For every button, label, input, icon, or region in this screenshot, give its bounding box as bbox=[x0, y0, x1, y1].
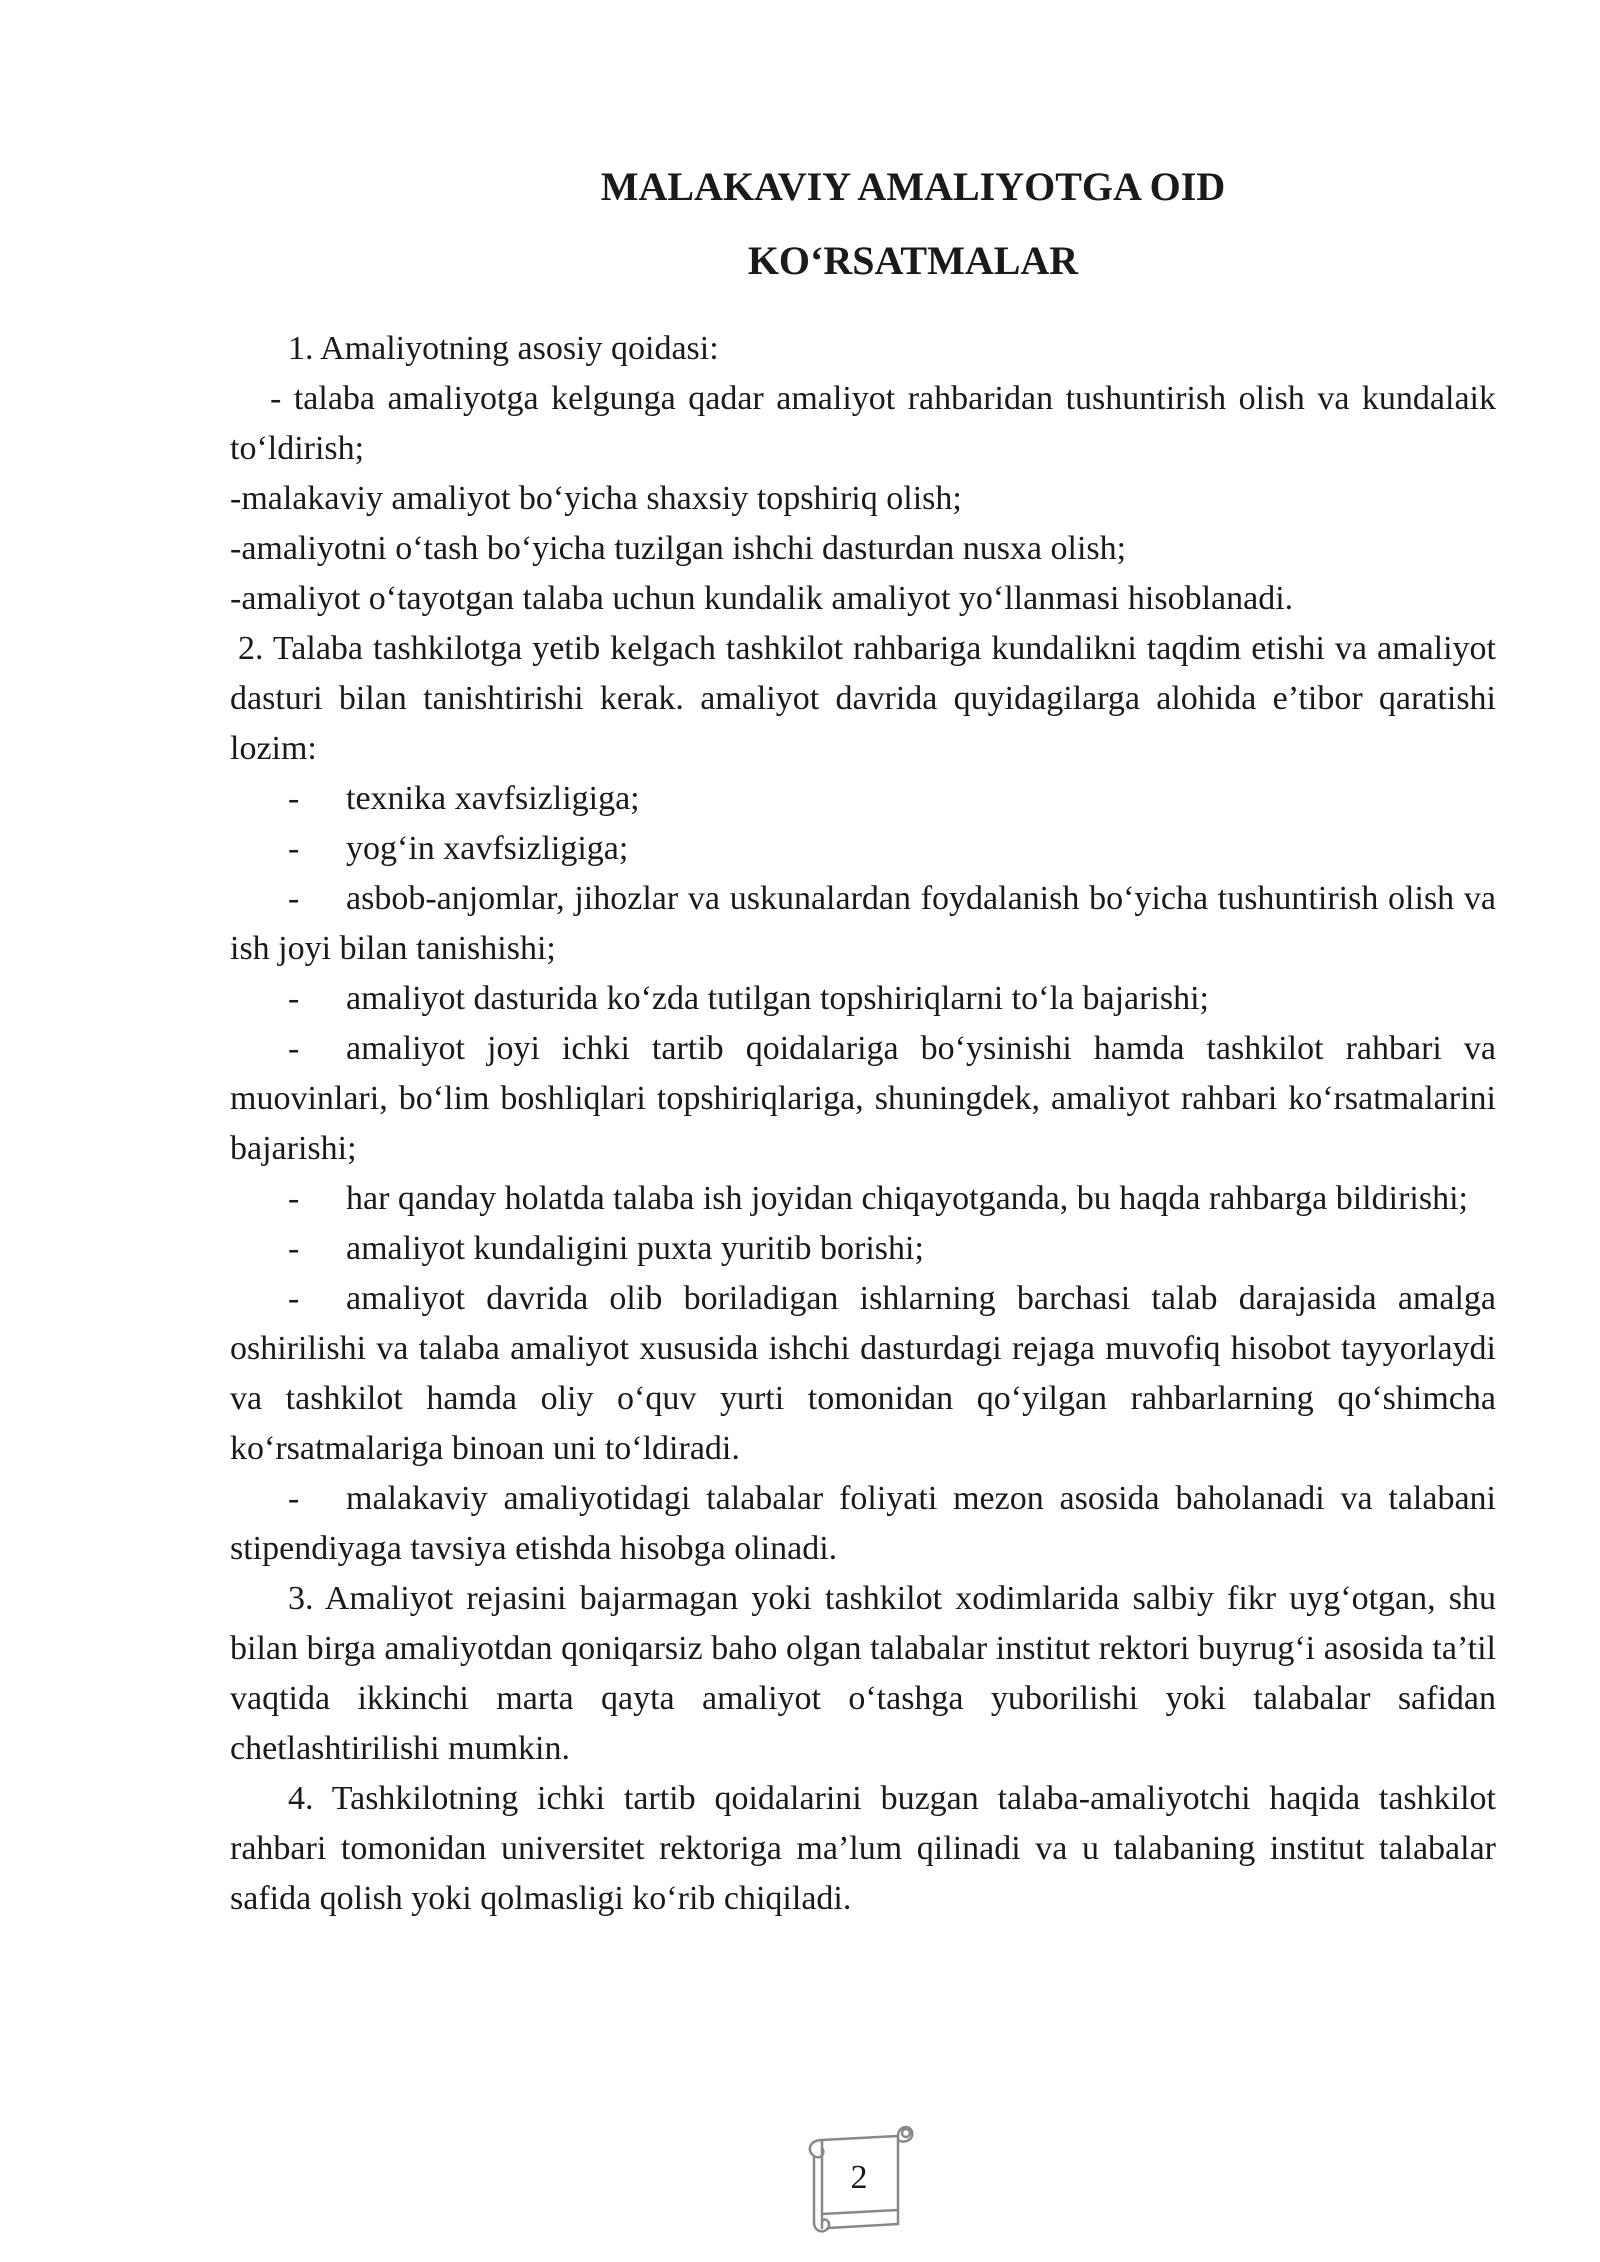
document-page bbox=[230, 150, 1496, 1924]
section-2-item bbox=[230, 824, 1496, 874]
section-2-item bbox=[230, 974, 1496, 1024]
document-body bbox=[230, 324, 1496, 1924]
dash-marker: - bbox=[288, 1280, 300, 1317]
section-2-item-text: amaliyot kundaligini puxta yuritib borishi; bbox=[346, 1230, 924, 1267]
dash-marker: - bbox=[288, 1030, 300, 1067]
section-2-item-text: asbob-anjomlar, jihozlar va uskunalardan foydalanish bo‘yicha tushuntirish olish va ish joyi bilan tanishishi; bbox=[230, 880, 1496, 967]
dash-marker: - bbox=[288, 1480, 300, 1517]
section-1-item-4: -amaliyot o‘tayotgan talaba uchun kundalik amaliyot yo‘llanmasi hisoblanadi. bbox=[230, 580, 1294, 617]
section-3-text: 3. Amaliyot rejasini bajarmagan yoki tashkilot xodimlarida salbiy fikr uyg‘otgan, shu bilan birga amaliyotdan qoniqarsiz baho olgan talabalar institut rektori buyrug‘i asosida ta’til vaqtida ikkinchi marta qayta amaliyot o‘tashga yuborilishi yoki talabalar safidan chetlashtirilishi mumkin. bbox=[230, 1580, 1496, 1767]
section-2-item bbox=[230, 874, 1496, 974]
section-2-item-text: malakaviy amaliyotidagi talabalar foliyati mezon asosida baholanadi va talabani stipendiyaga tavsiya etishda hisobga olinadi. bbox=[230, 1480, 1496, 1567]
section-1-heading: 1. Amaliyotning asosiy qoidasi: bbox=[288, 330, 719, 367]
section-2-item bbox=[230, 1274, 1496, 1474]
section-1-item-3: -amaliyotni o‘tash bo‘yicha tuzilgan ishchi dasturdan nusxa olish; bbox=[230, 530, 1127, 567]
document-title-line1: MALAKAVIY AMALIYOTGA OID bbox=[600, 164, 1226, 209]
dash-marker: - bbox=[288, 880, 300, 917]
dash-marker: - bbox=[288, 830, 300, 867]
dash-marker: - bbox=[288, 780, 300, 817]
section-1-item-1: - talaba amaliyotga kelgunga qadar amaliyot rahbaridan tushuntirish olish va kundalaik to‘ldirish; bbox=[230, 380, 1496, 467]
section-2-item bbox=[230, 1024, 1496, 1174]
section-2-item-text: amaliyot joyi ichki tartib qoidalariga bo‘ysinishi hamda tashkilot rahbari va muovinlari, bo‘lim boshliqlari topshiriqlariga, shuningdek, amaliyot rahbari ko‘rsatmalarini bajarishi; bbox=[230, 1030, 1496, 1167]
document-title-line2: KO‘RSATMALAR bbox=[747, 238, 1079, 283]
section-2-item-text: yog‘in xavfsizligiga; bbox=[346, 830, 629, 867]
section-2-item bbox=[230, 1224, 1496, 1274]
dash-marker: - bbox=[288, 980, 300, 1017]
section-1-item-2: -malakaviy amaliyot bo‘yicha shaxsiy topshiriq olish; bbox=[230, 480, 962, 517]
section-2-item-text: texnika xavfsizligiga; bbox=[346, 780, 640, 817]
section-2-item-text: har qanday holatda talaba ish joyidan chiqayotganda, bu haqda rahbarga bildirishi; bbox=[346, 1180, 1468, 1217]
section-2-item bbox=[230, 1474, 1496, 1574]
section-4-text: 4. Tashkilotning ichki tartib qoidalarini buzgan talaba-amaliyotchi haqida tashkilot rahbari tomonidan universitet rektoriga ma’lum qilinadi va u talabaning institut talabalar safida qolish yoki qolmasligi ko‘rib chiqiladi. bbox=[230, 1780, 1496, 1917]
page-number: 2 bbox=[850, 2159, 868, 2196]
section-2-item-text: amaliyot dasturida ko‘zda tutilgan topshiriqlarni to‘la bajarishi; bbox=[346, 980, 1209, 1017]
dash-marker: - bbox=[288, 1230, 300, 1267]
page-number-scroll bbox=[794, 2118, 924, 2238]
dash-marker: - bbox=[288, 1180, 300, 1217]
section-2-item-text: amaliyot davrida olib boriladigan ishlarning barchasi talab darajasida amalga oshirilishi va talaba amaliyot xususida ishchi dasturdagi rejaga muvofiq hisobot tayyorlaydi va tashkilot hamda oliy o‘quv yurti tomonidan qo‘yilgan rahbarlarning qo‘shimcha ko‘rsatmalariga binoan uni to‘ldiradi. bbox=[230, 1280, 1496, 1467]
section-2-text: 2. Talaba tashkilotga yetib kelgach tashkilot rahbariga kundalikni taqdim etishi va amaliyot dasturi bilan tanishtirishi kerak. amaliyot davrida quyidagilarga alohida e’tibor qaratishi lozim: bbox=[230, 630, 1496, 767]
section-2-item bbox=[230, 1174, 1496, 1224]
section-2-item bbox=[230, 774, 1496, 824]
